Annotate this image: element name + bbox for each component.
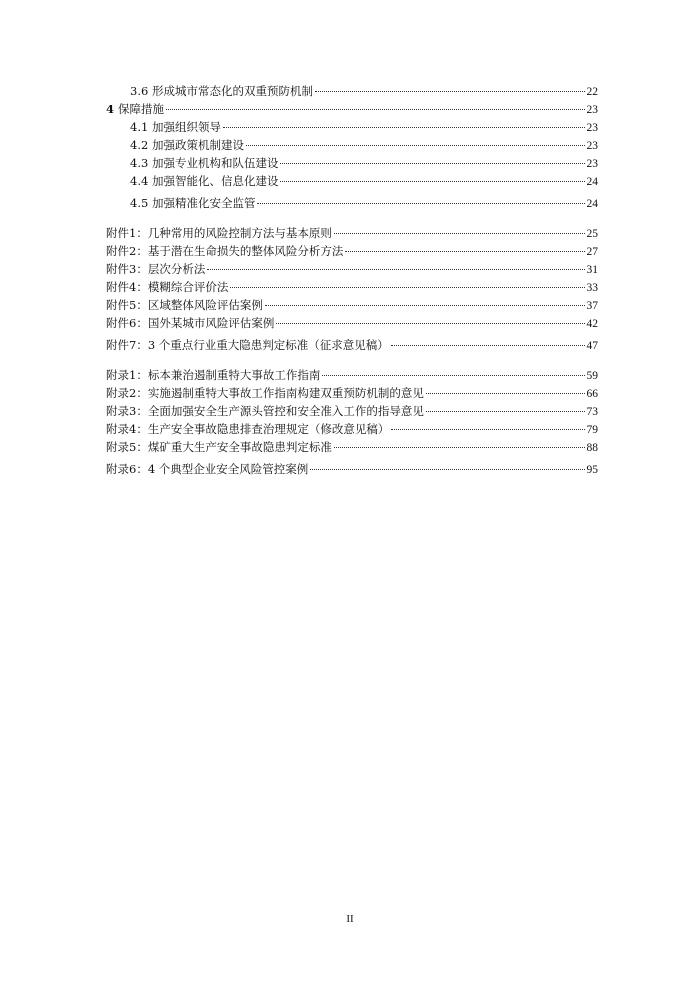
toc-entry-prefix: 附件4： <box>106 280 148 294</box>
toc-entry-prefix: 附录6： <box>106 462 148 476</box>
toc-entry-appendix-1[interactable] <box>106 366 598 384</box>
toc-leader-dots <box>230 287 584 288</box>
toc-entry-title: 实施遏制重特大事故工作指南构建双重预防机制的意见 <box>147 386 424 400</box>
toc-entry-prefix: 附件5： <box>106 298 148 312</box>
toc-entry-label <box>106 402 424 420</box>
toc-entry-label: 4.3 加强专业机构和队伍建设 <box>130 156 279 170</box>
toc-entry-page: 22 <box>586 86 598 98</box>
toc-entry-label <box>106 278 228 296</box>
toc-entry-label <box>106 242 343 260</box>
toc-entry-title: 全面加强安全生产源头管控和安全准入工作的指导意见 <box>147 404 424 418</box>
toc-entry-title: 区域整体风险评估案例 <box>147 298 263 312</box>
toc-entry-page: 27 <box>586 246 598 258</box>
toc-entry-appendix-2[interactable] <box>106 384 598 402</box>
toc-leader-dots <box>223 127 585 128</box>
toc-leader-dots <box>426 411 585 412</box>
toc-entry-page: 66 <box>586 388 598 400</box>
toc-entry-title: 4 个典型企业安全风险管控案例 <box>147 462 309 476</box>
toc-entry-attachment-3[interactable] <box>106 260 598 278</box>
toc-entry-label <box>106 314 274 332</box>
toc-entry-prefix: 附录4： <box>106 422 148 436</box>
toc-entry-4-4[interactable] <box>106 172 598 190</box>
toc-entry-4-1[interactable] <box>106 118 598 136</box>
toc-leader-dots <box>391 345 585 346</box>
toc-entry-appendix-4[interactable] <box>106 420 598 438</box>
toc-entry-label: 4.1 加强组织领导 <box>130 120 221 134</box>
toc-entry-page: 23 <box>586 140 598 152</box>
toc-entry-title: 标本兼治遏制重特大事故工作指南 <box>147 368 321 382</box>
toc-entry-page: 24 <box>586 176 598 188</box>
section-divider-space <box>106 212 598 224</box>
toc-entry-page: 88 <box>586 442 598 454</box>
toc-entry-attachment-1[interactable] <box>106 224 598 242</box>
toc-entry-page: 23 <box>586 104 598 116</box>
toc-entry-page: 25 <box>586 228 598 240</box>
toc-entry-appendix-5[interactable] <box>106 438 598 456</box>
toc-entry-page: 24 <box>586 198 598 210</box>
toc-entry-label: 3.6 形成城市常态化的双重预防机制 <box>130 84 313 98</box>
toc-leader-dots <box>426 393 585 394</box>
toc-entry-label: 4.4 加强智能化、信息化建设 <box>130 174 279 188</box>
toc-leader-dots <box>280 181 584 182</box>
toc-entry-title: 3 个重点行业重大隐患判定标准（征求意见稿） <box>147 338 389 352</box>
toc-entry-label <box>106 460 308 478</box>
toc-entry-title: 生产安全事故隐患排查治理规定（修改意见稿） <box>147 422 390 436</box>
toc-entry-attachment-2[interactable] <box>106 242 598 260</box>
toc-entry-page: 23 <box>586 158 598 170</box>
toc-leader-dots <box>207 269 584 270</box>
toc-entry-label <box>106 366 320 384</box>
page-number: II <box>346 913 354 925</box>
toc-entry-4-2[interactable] <box>106 136 598 154</box>
toc-leader-dots <box>391 429 584 430</box>
toc-entry-prefix: 附件7： <box>106 338 148 352</box>
table-of-contents <box>106 82 598 478</box>
toc-entry-prefix: 附录3： <box>106 404 148 418</box>
toc-leader-dots <box>334 447 585 448</box>
toc-entry-attachment-4[interactable] <box>106 278 598 296</box>
toc-entry-label: 4.2 加强政策机制建设 <box>130 138 244 152</box>
toc-entry-title: 模糊综合评价法 <box>147 280 229 294</box>
toc-leader-dots <box>280 163 584 164</box>
toc-entry-label <box>106 224 332 242</box>
toc-entry-title: 保障措施 <box>118 102 165 116</box>
toc-entry-page: 33 <box>586 282 598 294</box>
toc-entry-title: 几种常用的风险控制方法与基本原则 <box>147 226 332 240</box>
toc-entry-appendix-6[interactable] <box>106 460 598 478</box>
toc-entry-number: 4 <box>106 102 119 116</box>
toc-entry-label <box>106 438 332 456</box>
toc-entry-prefix: 附件1： <box>106 226 148 240</box>
toc-entry-page: 23 <box>586 122 598 134</box>
toc-entry-page: 95 <box>586 464 598 476</box>
toc-entry-title: 基于潜在生命损失的整体风险分析方法 <box>147 244 344 258</box>
toc-entry-prefix: 附录2： <box>106 386 148 400</box>
toc-entry-4[interactable] <box>106 100 598 118</box>
toc-entry-attachment-5[interactable] <box>106 296 598 314</box>
toc-entry-title: 煤矿重大生产安全事故隐患判定标准 <box>147 440 332 454</box>
toc-entry-3-6[interactable] <box>106 82 598 100</box>
toc-entry-label: 4.5 加强精准化安全监管 <box>130 196 256 210</box>
toc-leader-dots <box>265 305 585 306</box>
toc-entry-prefix: 附件2： <box>106 244 148 258</box>
toc-entry-page: 42 <box>586 318 598 330</box>
toc-entry-label <box>106 260 205 278</box>
toc-entry-attachment-6[interactable] <box>106 314 598 332</box>
toc-entry-prefix: 附件3： <box>106 262 148 276</box>
toc-entry-label <box>106 420 389 438</box>
toc-entry-prefix: 附件6： <box>106 316 148 330</box>
toc-entry-prefix: 附录5： <box>106 440 148 454</box>
toc-entry-page: 37 <box>586 300 598 312</box>
toc-entry-label <box>106 384 424 402</box>
toc-leader-dots <box>322 375 584 376</box>
toc-entry-page: 31 <box>586 264 598 276</box>
toc-entry-prefix: 附录1： <box>106 368 148 382</box>
toc-entry-attachment-7[interactable] <box>106 336 598 354</box>
toc-leader-dots <box>334 233 585 234</box>
toc-entry-4-5[interactable] <box>106 194 598 212</box>
toc-leader-dots <box>276 323 584 324</box>
toc-entry-title: 国外某城市风险评估案例 <box>147 316 275 330</box>
toc-leader-dots <box>166 109 584 110</box>
toc-leader-dots <box>315 91 585 92</box>
toc-entry-appendix-3[interactable] <box>106 402 598 420</box>
toc-entry-4-3[interactable] <box>106 154 598 172</box>
toc-entry-page: 73 <box>586 406 598 418</box>
toc-leader-dots <box>345 251 584 252</box>
toc-entry-page: 47 <box>586 340 598 352</box>
toc-entry-page: 59 <box>586 370 598 382</box>
toc-leader-dots <box>246 145 585 146</box>
toc-entry-title: 层次分析法 <box>147 262 206 276</box>
toc-entry-label <box>106 296 263 314</box>
toc-entry-page: 79 <box>586 424 598 436</box>
section-divider-space <box>106 354 598 366</box>
toc-entry-label <box>106 100 164 118</box>
toc-leader-dots <box>257 203 584 204</box>
toc-leader-dots <box>310 469 584 470</box>
toc-entry-label <box>106 336 389 354</box>
